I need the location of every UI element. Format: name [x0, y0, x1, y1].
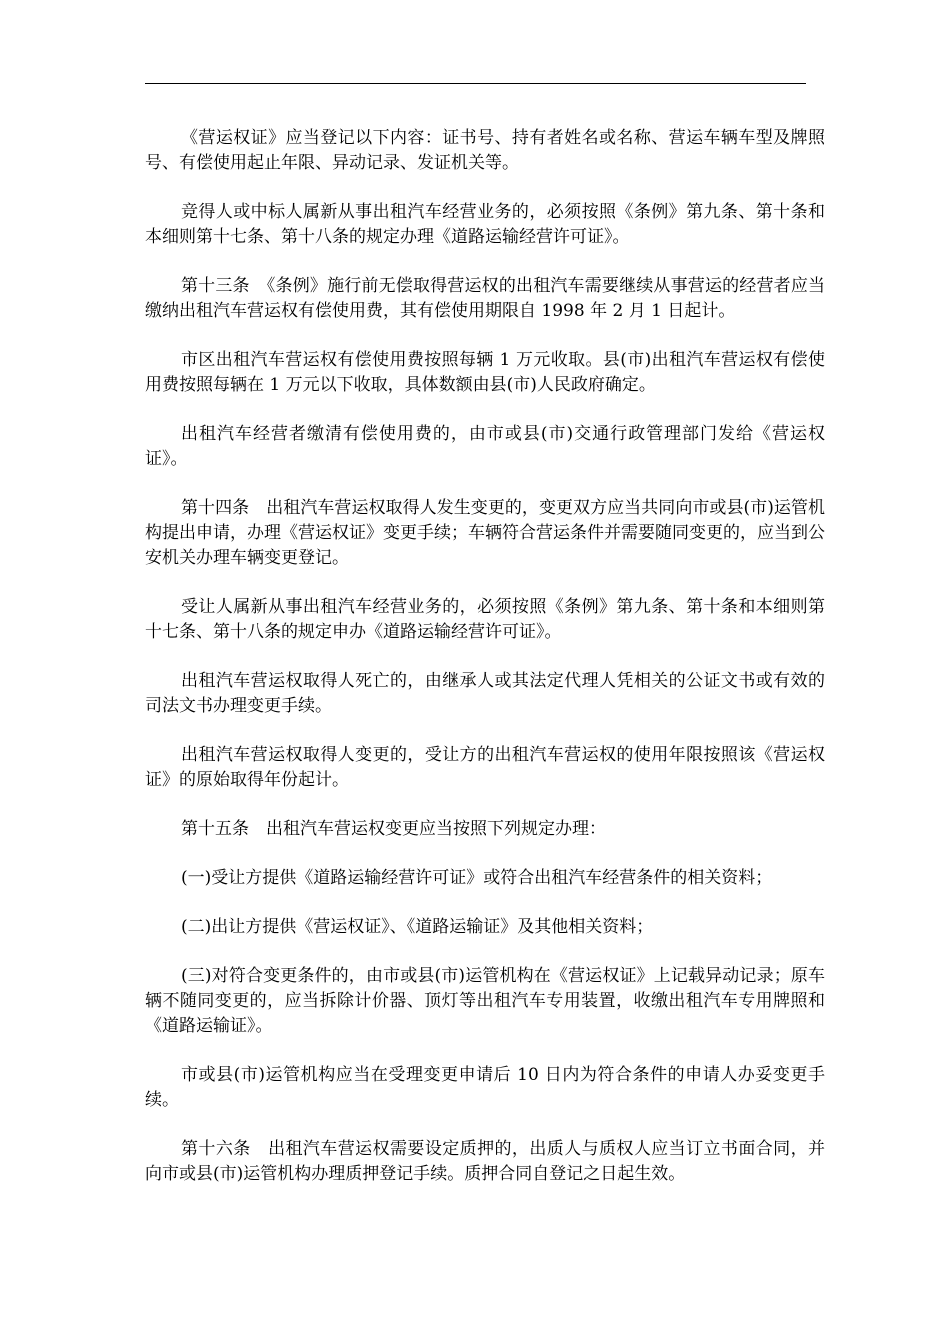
paragraph: (一)受让方提供《道路运输经营许可证》或符合出租汽车经营条件的相关资料； — [181, 868, 773, 888]
paragraph: (二)出让方提供《营运权证》、《道路运输证》及其他相关资料； — [181, 917, 654, 937]
paragraph: 市或县(市)运管机构应当在受理变更申请后 10 日内为符合条件的申请人办妥变更手续。 — [145, 1065, 825, 1110]
paragraph: 第十六条 出租汽车营运权需要设定质押的，出质人与质权人应当订立书面合同，并向市或县(市)运管机构办理质押登记手续。质押合同自登记之日起生效。 — [145, 1139, 825, 1184]
paragraph: (三)对符合变更条件的，由市或县(市)运管机构在《营运权证》上记载异动记录；原车辆不随同变更的，应当拆除计价器、顶灯等出租汽车专用装置，收缴出租汽车专用牌照和《道路运输证》。 — [145, 966, 825, 1036]
paragraph: 出租汽车经营者缴清有偿使用费的，由市或县(市)交通行政管理部门发给《营运权证》。 — [145, 424, 825, 469]
header-rule — [145, 83, 806, 84]
paragraph: 出租汽车营运权取得人变更的，受让方的出租汽车营运权的使用年限按照该《营运权证》的原始取得年份起计。 — [145, 745, 825, 790]
paragraph: 《营运权证》应当登记以下内容：证书号、持有者姓名或名称、营运车辆车型及牌照号、有偿使用起止年限、异动记录、发证机关等。 — [145, 128, 825, 173]
paragraph: 竞得人或中标人属新从事出租汽车经营业务的，必须按照《条例》第九条、第十条和本细则第十七条、第十八条的规定办理《道路运输经营许可证》。 — [145, 202, 825, 247]
paragraph: 出租汽车营运权取得人死亡的，由继承人或其法定代理人凭相关的公证文书或有效的司法文书办理变更手续。 — [145, 671, 825, 716]
paragraph: 受让人属新从事出租汽车经营业务的，必须按照《条例》第九条、第十条和本细则第十七条、第十八条的规定申办《道路运输经营许可证》。 — [145, 597, 825, 642]
paragraph: 第十五条 出租汽车营运权变更应当按照下列规定办理： — [181, 819, 606, 839]
paragraph: 第十四条 出租汽车营运权取得人发生变更的，变更双方应当共同向市或县(市)运管机构提出申请，办理《营运权证》变更手续；车辆符合营运条件并需要随同变更的，应当到公安机关办理车辆变更登记。 — [145, 498, 825, 568]
paragraph: 第十三条 《条例》施行前无偿取得营运权的出租汽车需要继续从事营运的经营者应当缴纳出租汽车营运权有偿使用费，其有偿使用期限自 1998 年 2 月 1 日起计。 — [145, 276, 825, 321]
paragraph: 市区出租汽车营运权有偿使用费按照每辆 1 万元收取。县(市)出租汽车营运权有偿使用费按照每辆在 1 万元以下收取，具体数额由县(市)人民政府确定。 — [145, 350, 825, 395]
document-body — [145, 126, 825, 1211]
